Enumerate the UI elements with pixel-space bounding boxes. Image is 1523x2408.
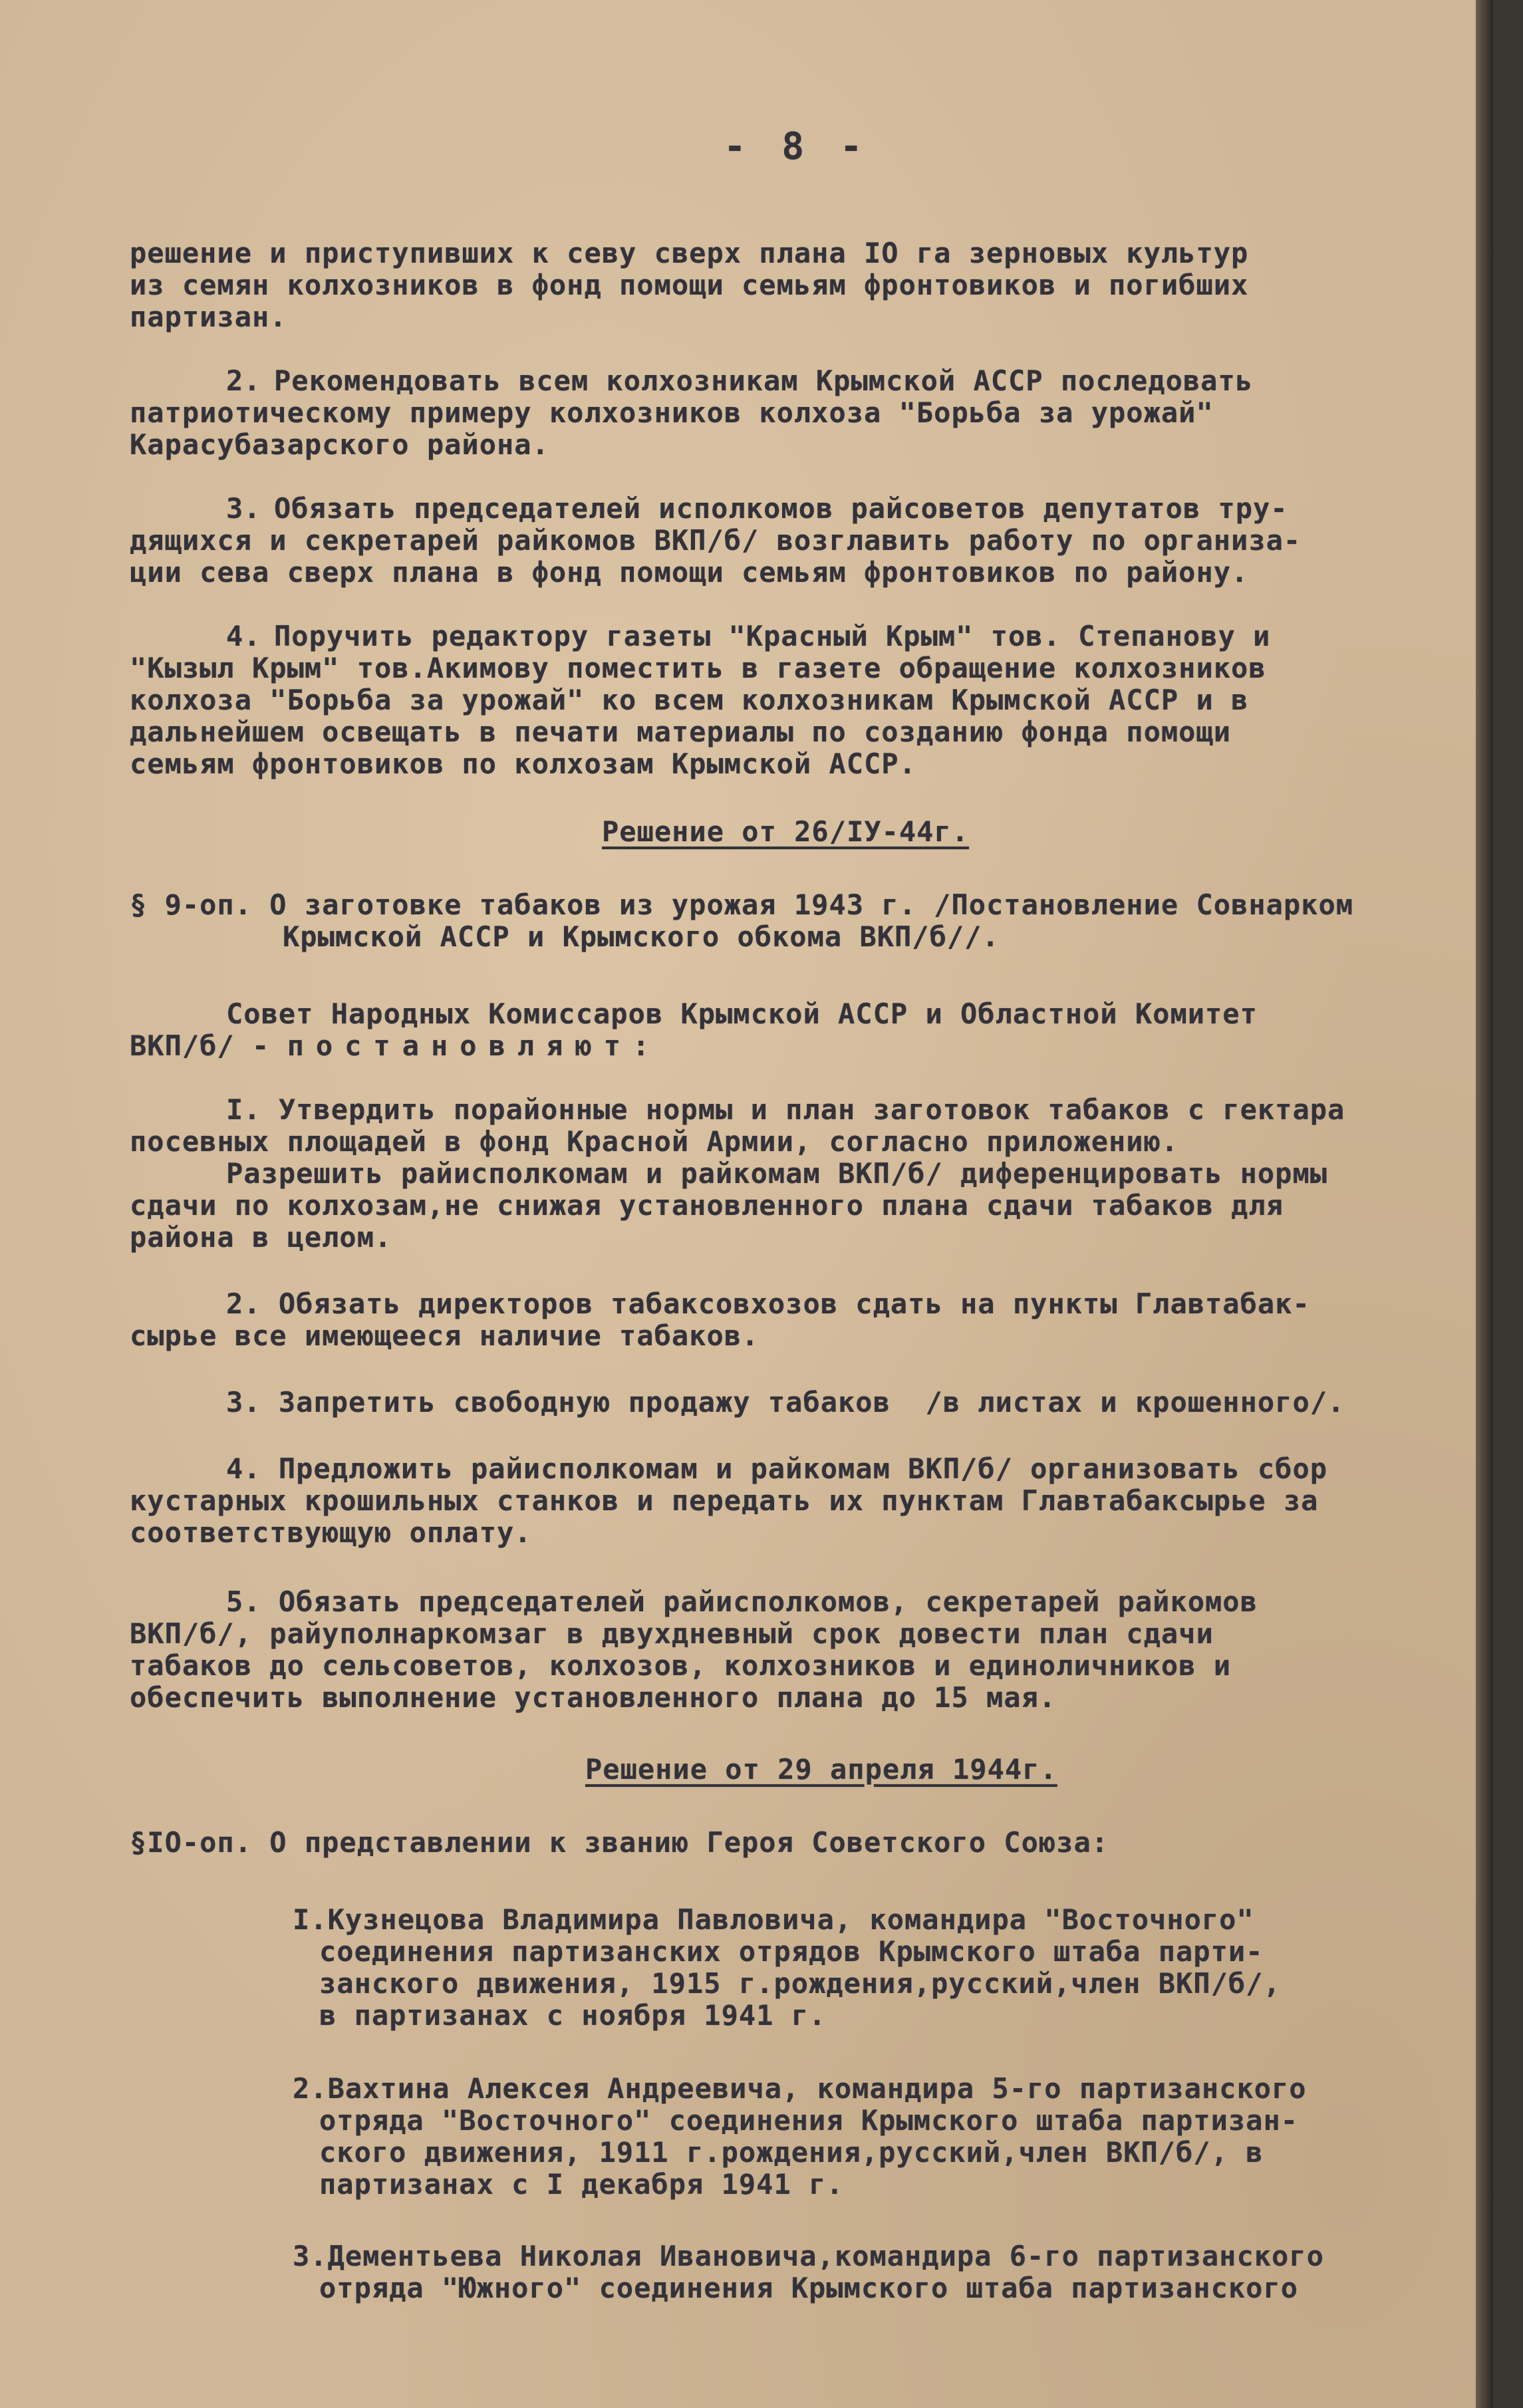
d1-item-5-line-1: 5. Обязать председателей райисполкомов, секретарей райкомов [226, 1585, 1258, 1618]
item-4-line-4: дальнейшем освещать в печати материалы по созданию фонда помощи [130, 716, 1232, 748]
intro-line-1: решение и приступивших к севу сверх плана IO га зерновых культур [130, 237, 1249, 269]
d1-item-1-line-1: I. Утвердить порайонные нормы и план заготовок табаков с гектара [226, 1093, 1345, 1126]
person-1-line-2: соединения партизанских отрядов Крымского штаба парти- [319, 1935, 1264, 1968]
decision-1-heading: Решение от 26/IУ-44г. [602, 815, 970, 848]
item-4-line-2: "Кызыл Крым" тов.Акимову поместить в газете обращение колхозников [130, 652, 1266, 684]
d1-item-4-line-1: 4. Предложить райисполкомам и райкомам ВКП/б/ организовать сбор [226, 1452, 1328, 1485]
item-3-number: 3. [226, 492, 261, 525]
section-9-line-1: § 9-оп. О заготовке табаков из урожая 1943 г. /Постановление Совнарком [130, 888, 1354, 921]
intro-line-2: из семян колхозников в фонд помощи семьям фронтовиков и погибших [130, 269, 1249, 301]
d1-item-2-line-2: сырье все имеющееся наличие табаков. [130, 1319, 760, 1352]
preamble-line-1: Совет Народных Комиссаров Крымской АССР и Областной Комитет [226, 998, 1258, 1030]
item-4-number: 4. [226, 620, 261, 652]
item-2-number: 2. [226, 364, 261, 397]
d1-item-1-line-2: посевных площадей в фонд Красной Армии, согласно приложению. [130, 1125, 1179, 1158]
item-2-line-1: Рекомендовать всем колхозникам Крымской АССР последовать [274, 364, 1254, 397]
person-1-line-3: занского движения, 1915 г.рождения,русский,член ВКП/б/, [319, 1967, 1281, 2000]
item-3-line-2: дящихся и секретарей райкомов ВКП/б/ возглавить работу по организа- [130, 524, 1302, 557]
d1-item-1-line-4: сдачи по колхозам,не снижая установленного плана сдачи табаков для [130, 1189, 1284, 1222]
d1-item-1-line-5: района в целом. [130, 1221, 392, 1254]
section-10-line: §IO-оп. О представлении к званию Героя Советского Союза: [130, 1826, 1109, 1859]
person-2-line-1: 2.Вахтина Алексея Андреевича, командира 5-го партизанского [293, 2072, 1307, 2105]
d1-item-2-line-1: 2. Обязать директоров табаксовхозов сдать на пункты Главтабак- [226, 1287, 1310, 1320]
person-2-line-4: партизанах с I декабря 1941 г. [319, 2168, 844, 2201]
postanovlyayut-word: постановляют: [287, 1029, 662, 1062]
preamble-prefix: ВКП/б/ - [130, 1029, 287, 1062]
binding-spine [1476, 0, 1493, 2408]
person-2-line-2: отряда "Восточного" соединения Крымского штаба партизан- [319, 2104, 1299, 2137]
page-number: - 8 - [724, 125, 869, 168]
item-4-line-3: колхоза "Борьба за урожай" ко всем колхозникам Крымской АССР и в [130, 684, 1249, 716]
person-2-line-3: ского движения, 1911 г.рождения,русский,член ВКП/б/, в [319, 2136, 1264, 2169]
person-3-line-2: отряда "Южного" соединения Крымского штаба партизанского [319, 2272, 1299, 2304]
person-3-line-1: 3.Дементьева Николая Ивановича,командира 6-го партизанского [293, 2240, 1324, 2272]
d1-item-5-line-3: табаков до сельсоветов, колхозов, колхозников и единоличников и [130, 1649, 1232, 1682]
d1-item-1-line-3: Разрешить райисполкомам и райкомам ВКП/б/ диференцировать нормы [226, 1157, 1328, 1190]
item-3-line-3: ции сева сверх плана в фонд помощи семьям фронтовиков по району. [130, 556, 1249, 589]
item-2-line-2: патриотическому примеру колхозников колхоза "Борьба за урожай" [130, 396, 1214, 429]
decision-2-heading: Решение от 29 апреля 1944г. [585, 1753, 1057, 1786]
d1-item-5-line-2: ВКП/б/, райуполнаркомзаг в двухдневный срок довести план сдачи [130, 1617, 1214, 1650]
section-9-line-2: Крымской АССР и Крымского обкома ВКП/б//. [283, 920, 1000, 953]
intro-line-3: партизан. [130, 301, 287, 333]
d1-item-5-line-4: обеспечить выполнение установленного плана до 15 мая. [130, 1681, 1057, 1714]
preamble-line-2 [130, 1029, 661, 1063]
person-1-line-1: I.Кузнецова Владимира Павловича, командира "Восточного" [293, 1903, 1254, 1936]
person-1-line-4: в партизанах с ноября 1941 г. [319, 1999, 827, 2032]
item-3-line-1: Обязать председателей исполкомов райсоветов депутатов тру- [274, 492, 1288, 525]
d1-item-4-line-3: соответствующую оплату. [130, 1516, 532, 1549]
item-4-line-1: Поручить редактору газеты "Красный Крым" тов. Степанову и [274, 620, 1271, 652]
item-2-line-3: Карасубазарского района. [130, 428, 549, 461]
item-4-line-5: семьям фронтовиков по колхозам Крымской АССР. [130, 747, 916, 780]
d1-item-4-line-2: кустарных крошильных станков и передать их пунктам Главтабаксырье за [130, 1484, 1319, 1517]
d1-item-3-line-1: 3. Запретить свободную продажу табаков /в листах и крошенного/. [226, 1386, 1345, 1418]
